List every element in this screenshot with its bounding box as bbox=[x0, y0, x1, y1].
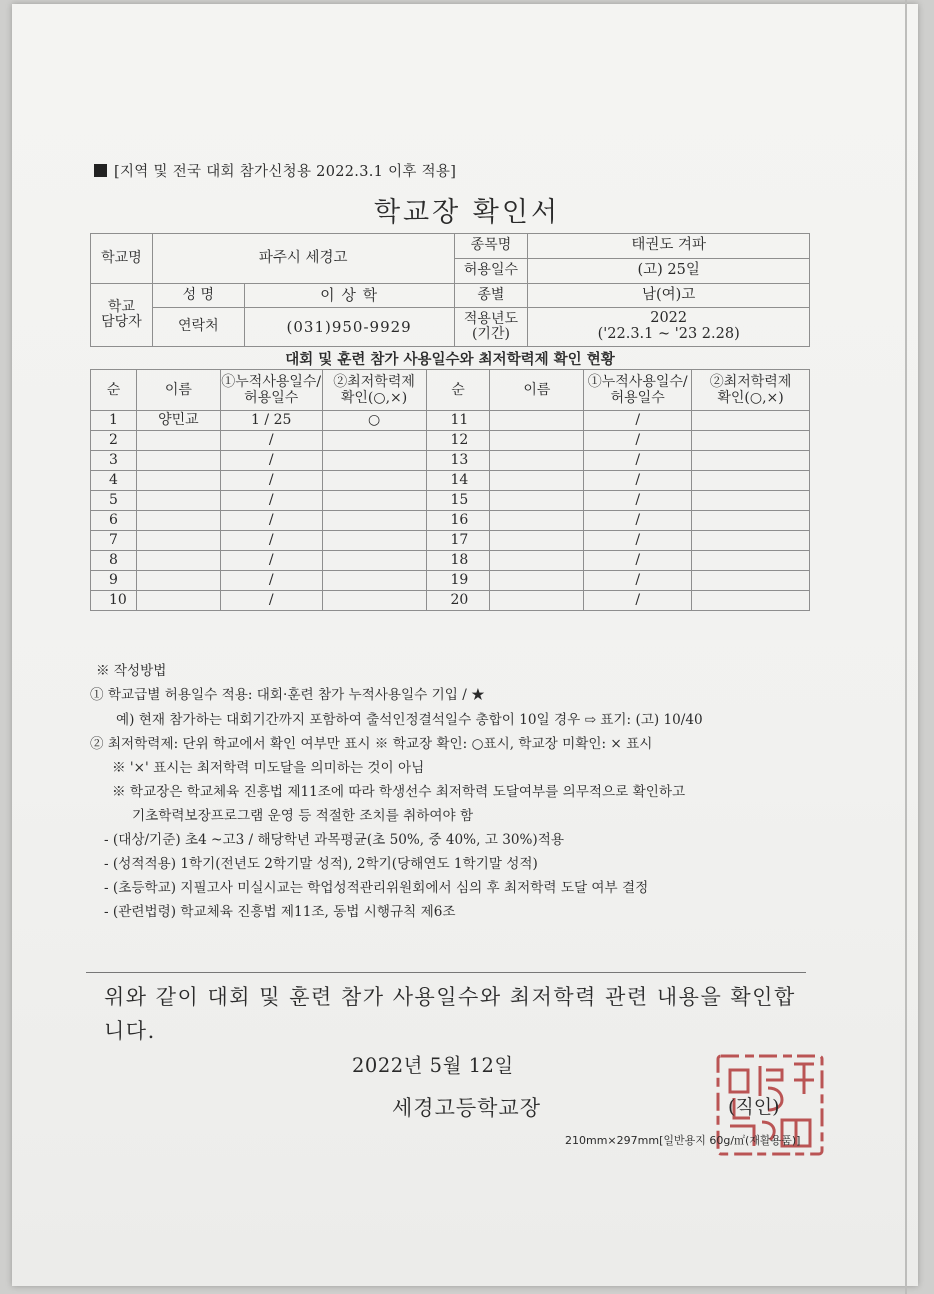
cell-right-days: / bbox=[584, 591, 692, 611]
cell-right-name bbox=[490, 431, 584, 451]
instruction-line: ※ 작성방법 bbox=[96, 663, 167, 679]
manager-label-line1: 학교 bbox=[107, 298, 135, 315]
cell-left-name bbox=[136, 551, 220, 571]
cell-left-min bbox=[322, 571, 426, 591]
cell-left-name bbox=[136, 451, 220, 471]
header-days-2-line2: 허용일수 bbox=[610, 390, 665, 406]
confirmation-text bbox=[104, 980, 819, 1048]
grid-row bbox=[91, 591, 810, 611]
cell-right-days: / bbox=[584, 531, 692, 551]
header-min-2-line2: 확인(○,×) bbox=[717, 390, 784, 406]
cell-left-no: 2 bbox=[91, 431, 137, 451]
confirmation-line2: 니다. bbox=[104, 1019, 156, 1043]
cell-right-min bbox=[692, 491, 810, 511]
cell-right-min bbox=[692, 471, 810, 491]
grid-row bbox=[91, 431, 810, 451]
header-name-2: 이름 bbox=[490, 370, 584, 411]
instruction-line: - (성적적용) 1학기(전년도 2학기말 성적), 2학기(당해연도 1학기말 성적) bbox=[104, 856, 538, 872]
cell-right-name bbox=[490, 511, 584, 531]
cell-right-days: / bbox=[584, 471, 692, 491]
cell-right-name bbox=[490, 491, 584, 511]
cell-left-min bbox=[322, 431, 426, 451]
year-value: 2022 bbox=[650, 310, 688, 327]
year-label bbox=[454, 308, 528, 347]
instruction-line: ※ '×' 표시는 최저학력 미도달을 의미하는 것이 아님 bbox=[112, 760, 425, 776]
grid-row bbox=[91, 411, 810, 431]
cell-right-days: / bbox=[584, 571, 692, 591]
header-min-2 bbox=[692, 370, 810, 411]
issue-date: 2022년 5월 12일 bbox=[352, 1054, 514, 1077]
cell-left-no: 9 bbox=[91, 571, 137, 591]
cell-left-name bbox=[136, 471, 220, 491]
allowed-days-value: (고) 25일 bbox=[528, 259, 810, 284]
grid-row bbox=[91, 451, 810, 471]
cell-left-days: / bbox=[220, 591, 322, 611]
instruction-line: - (관련법령) 학교체육 진흥법 제11조, 동법 시행규칙 제6조 bbox=[104, 904, 456, 920]
header-min bbox=[322, 370, 426, 411]
grid-row bbox=[91, 531, 810, 551]
cell-left-no: 1 bbox=[91, 411, 137, 431]
cell-left-min bbox=[322, 511, 426, 531]
cell-left-days: 1 / 25 bbox=[220, 411, 322, 431]
header-days-2-line1: ①누적사용일수/ bbox=[587, 373, 688, 390]
signer-title: 세경고등학교장 bbox=[392, 1096, 542, 1120]
year-value-cell bbox=[528, 308, 810, 347]
cell-left-name bbox=[136, 531, 220, 551]
grid-row bbox=[91, 491, 810, 511]
cell-right-name bbox=[490, 451, 584, 471]
instruction-line: - (대상/기준) 초4 ~고3 / 해당학년 과목평균(초 50%, 중 40%, 고 30%)적용 bbox=[104, 832, 564, 848]
cell-right-name bbox=[490, 571, 584, 591]
cell-right-min bbox=[692, 591, 810, 611]
cell-left-min bbox=[322, 451, 426, 471]
allowed-days-label: 허용일수 bbox=[454, 259, 528, 284]
header-min-line1: ②최저학력제 bbox=[333, 373, 415, 390]
cell-right-no: 19 bbox=[426, 571, 490, 591]
instruction-line: ① 학교급별 허용일수 적용: 대회·훈련 참가 누적사용일수 기입 / ★ bbox=[90, 687, 485, 703]
cell-right-name bbox=[490, 551, 584, 571]
cell-left-days: / bbox=[220, 431, 322, 451]
grid-row bbox=[91, 571, 810, 591]
grid-row bbox=[91, 471, 810, 491]
period-value: ('22.3.1 ~ '23 2.28) bbox=[597, 326, 740, 342]
header-no-2: 순 bbox=[426, 370, 490, 411]
event-label: 종목명 bbox=[454, 234, 528, 259]
header-no: 순 bbox=[91, 370, 137, 411]
school-label: 학교명 bbox=[91, 234, 153, 284]
cell-left-days: / bbox=[220, 471, 322, 491]
cell-left-days: / bbox=[220, 451, 322, 471]
cell-left-min bbox=[322, 551, 426, 571]
instruction-line: ② 최저학력제: 단위 학교에서 확인 여부만 표시 ※ 학교장 확인: ○표시, 학교장 미확인: × 표시 bbox=[90, 736, 653, 752]
type-label: 종별 bbox=[454, 284, 528, 308]
info-table bbox=[90, 233, 810, 347]
section-title: 대회 및 훈련 참가 사용일수와 최저학력제 확인 현황 bbox=[285, 351, 615, 368]
cell-left-days: / bbox=[220, 551, 322, 571]
cell-left-no: 3 bbox=[91, 451, 137, 471]
cell-right-min bbox=[692, 431, 810, 451]
cell-left-no: 5 bbox=[91, 491, 137, 511]
grid-row bbox=[91, 511, 810, 531]
header-name: 이름 bbox=[136, 370, 220, 411]
cell-right-min bbox=[692, 551, 810, 571]
cell-right-min bbox=[692, 411, 810, 431]
grid-row bbox=[91, 551, 810, 571]
cell-left-name bbox=[136, 491, 220, 511]
header-days-2 bbox=[584, 370, 692, 411]
cell-left-min bbox=[322, 531, 426, 551]
cell-right-days: / bbox=[584, 511, 692, 531]
cell-right-no: 17 bbox=[426, 531, 490, 551]
confirmation-line1: 위와 같이 대회 및 훈련 참가 사용일수와 최저학력 관련 내용을 확인합 bbox=[104, 985, 796, 1009]
cell-right-no: 11 bbox=[426, 411, 490, 431]
year-label-line1: 적용년도 bbox=[463, 310, 518, 327]
instruction-line: 기초학력보장프로그램 운영 등 적절한 조치를 취하여야 함 bbox=[132, 808, 474, 824]
cell-right-days: / bbox=[584, 451, 692, 471]
name-label: 성 명 bbox=[152, 284, 244, 308]
contact-value: (031)950-9929 bbox=[244, 308, 454, 347]
instruction-line: 예) 현재 참가하는 대회기간까지 포함하여 출석인정결석일수 총합이 10일 경우 ⇨ 표기: (고) 10/40 bbox=[116, 712, 703, 728]
cell-left-days: / bbox=[220, 511, 322, 531]
cell-right-min bbox=[692, 451, 810, 471]
cell-left-days: / bbox=[220, 531, 322, 551]
cell-left-name bbox=[136, 591, 220, 611]
year-label-line2: (기간) bbox=[471, 326, 510, 342]
cell-left-days: / bbox=[220, 491, 322, 511]
cell-right-min bbox=[692, 571, 810, 591]
document-title: 학교장 확인서 bbox=[373, 197, 561, 228]
cell-right-no: 12 bbox=[426, 431, 490, 451]
contact-label: 연락처 bbox=[152, 308, 244, 347]
header-days-line2: 허용일수 bbox=[244, 390, 299, 406]
cell-right-name bbox=[490, 411, 584, 431]
cell-left-no: 8 bbox=[91, 551, 137, 571]
event-value: 태권도 겨파 bbox=[528, 234, 810, 259]
type-value: 남(여)고 bbox=[528, 284, 810, 308]
header-days bbox=[220, 370, 322, 411]
cell-left-name bbox=[136, 571, 220, 591]
instruction-line: ※ 학교장은 학교체육 진흥법 제11조에 따라 학생선수 최저학력 도달여부를 의무적으로 확인하고 bbox=[112, 784, 686, 800]
header-days-line1: ①누적사용일수/ bbox=[221, 373, 322, 390]
name-value: 이 상 학 bbox=[244, 284, 454, 308]
header-min-line2: 확인(○,×) bbox=[340, 390, 408, 406]
cell-right-min bbox=[692, 531, 810, 551]
header-note-text: [지역 및 전국 대회 참가신청용 2022.3.1 이후 적용] bbox=[114, 164, 457, 180]
cell-left-min bbox=[322, 591, 426, 611]
cell-left-name: 양민교 bbox=[136, 411, 220, 431]
square-bullet-icon bbox=[94, 164, 107, 177]
usage-grid bbox=[90, 369, 810, 611]
cell-right-name bbox=[490, 471, 584, 491]
cell-left-no: 6 bbox=[91, 511, 137, 531]
school-value: 파주시 세경고 bbox=[152, 234, 454, 284]
seal-label: (직인) bbox=[728, 1096, 780, 1118]
manager-label bbox=[91, 284, 153, 347]
cell-left-no: 4 bbox=[91, 471, 137, 491]
paper-spec: 210mm×297mm[일반용지 60g/㎡(재활용품)] bbox=[565, 1134, 801, 1147]
cell-right-name bbox=[490, 531, 584, 551]
cell-right-days: / bbox=[584, 491, 692, 511]
cell-right-no: 14 bbox=[426, 471, 490, 491]
manager-label-line2: 담당자 bbox=[101, 314, 142, 330]
cell-left-name bbox=[136, 431, 220, 451]
cell-right-no: 16 bbox=[426, 511, 490, 531]
instruction-line: - (초등학교) 지필고사 미실시교는 학업성적관리위원회에서 심의 후 최저학력 도달 여부 결정 bbox=[104, 880, 649, 896]
cell-right-name bbox=[490, 591, 584, 611]
cell-right-days: / bbox=[584, 431, 692, 451]
cell-right-days: / bbox=[584, 551, 692, 571]
header-note bbox=[94, 160, 456, 181]
cell-right-min bbox=[692, 511, 810, 531]
divider bbox=[86, 972, 806, 973]
cell-right-no: 20 bbox=[426, 591, 490, 611]
cell-left-no: 7 bbox=[91, 531, 137, 551]
cell-left-days: / bbox=[220, 571, 322, 591]
cell-left-min bbox=[322, 471, 426, 491]
cell-left-min bbox=[322, 491, 426, 511]
header-min-2-line1: ②최저학력제 bbox=[709, 373, 792, 390]
cell-right-no: 13 bbox=[426, 451, 490, 471]
cell-right-no: 18 bbox=[426, 551, 490, 571]
cell-left-min: ○ bbox=[322, 411, 426, 431]
cell-left-name bbox=[136, 511, 220, 531]
cell-right-days: / bbox=[584, 411, 692, 431]
cell-left-no: 10 bbox=[91, 591, 137, 611]
cell-right-no: 15 bbox=[426, 491, 490, 511]
